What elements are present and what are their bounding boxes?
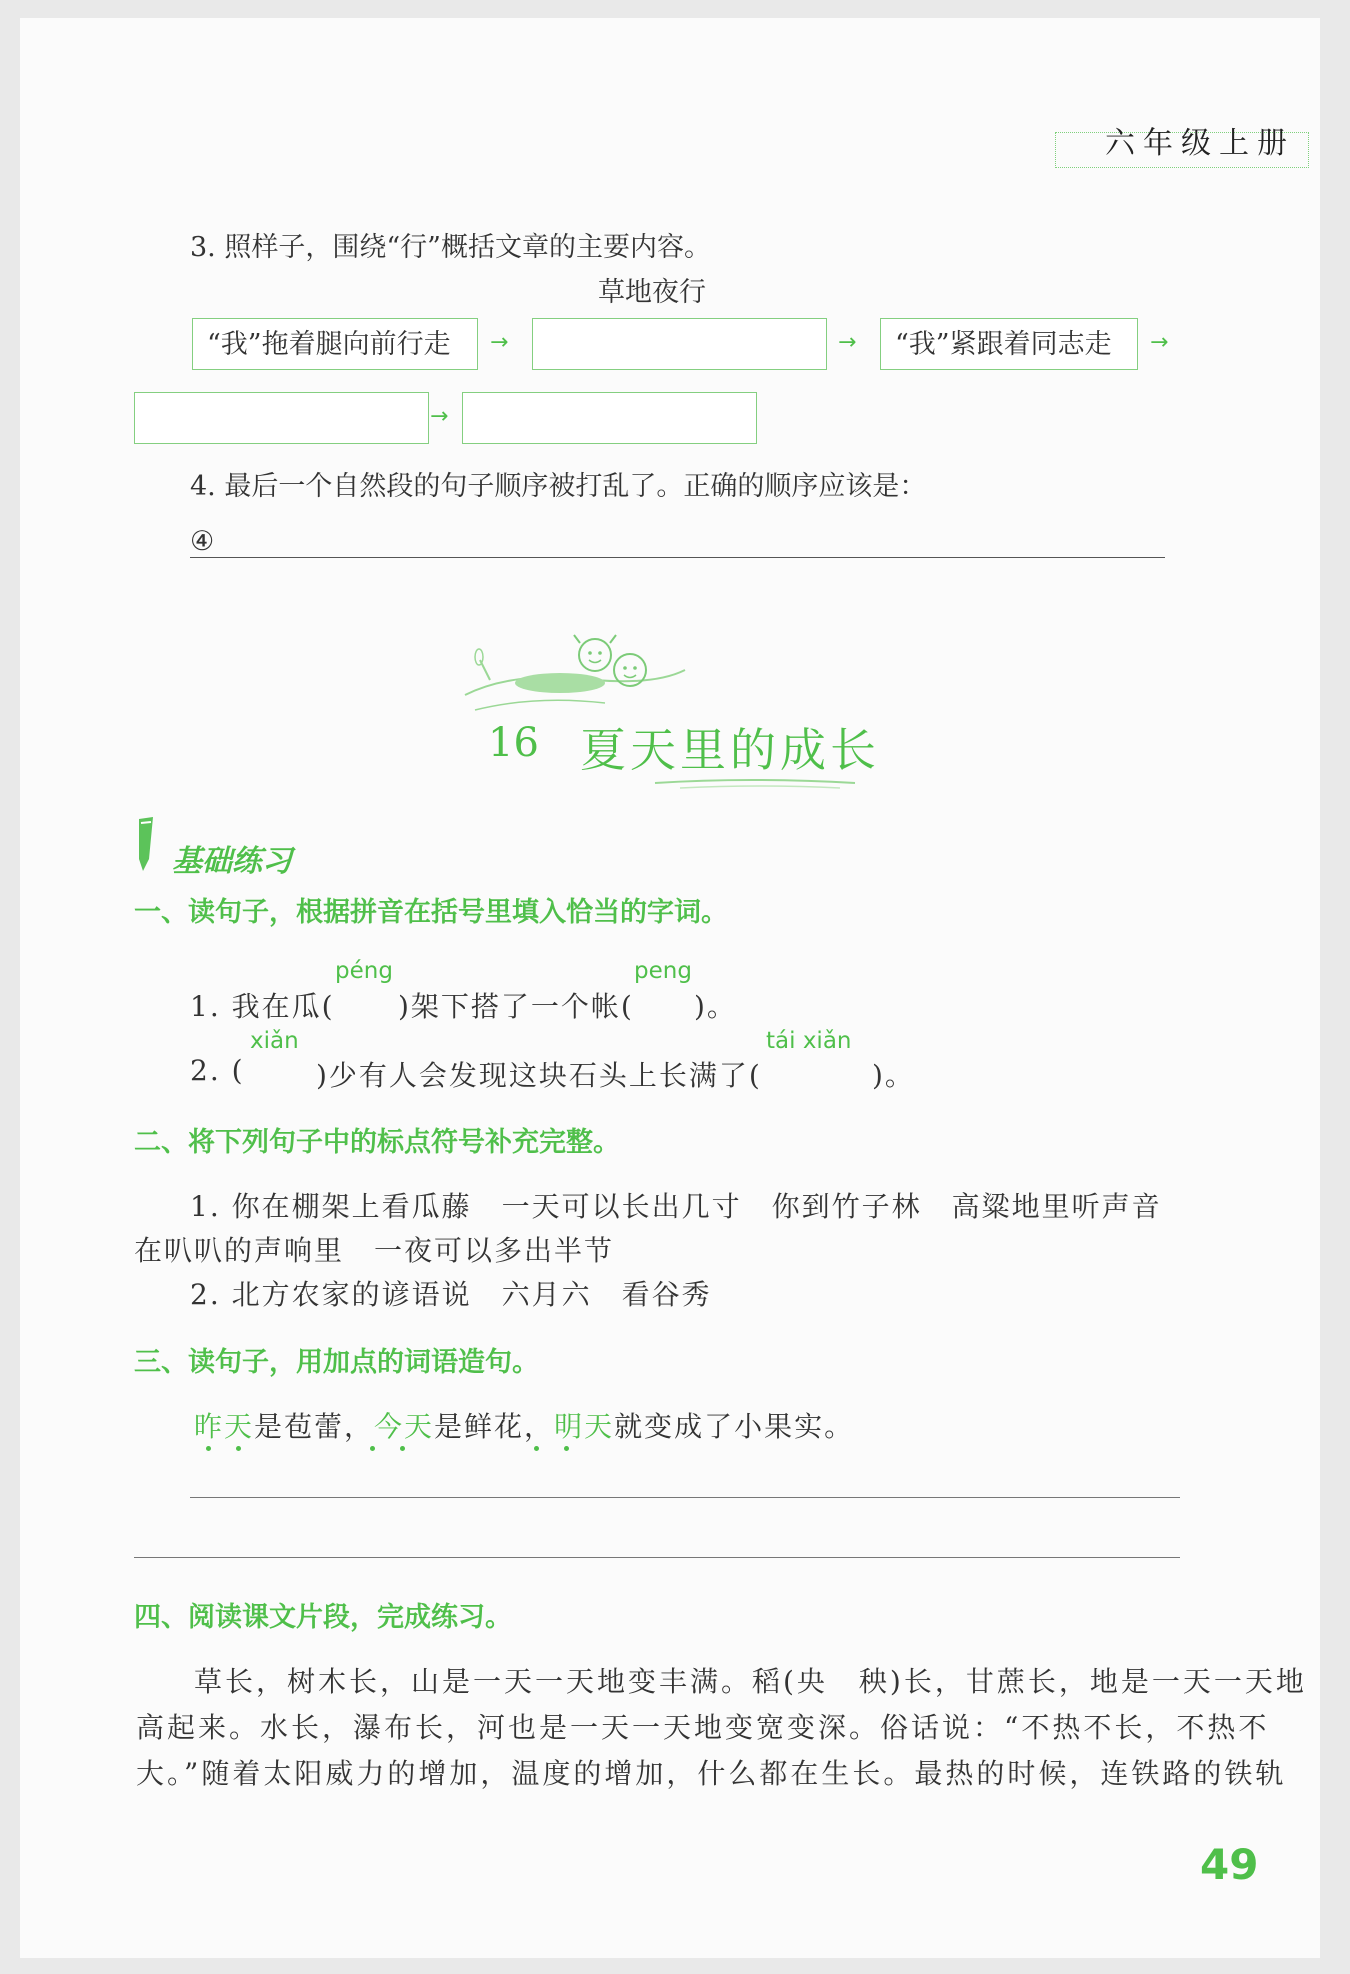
pinyin-peng-2: peng [634, 958, 692, 984]
flow-arrow-1: → [490, 330, 509, 355]
s3-answer-line-1[interactable] [190, 1497, 1180, 1498]
s1-item2-part-a: 2. ( [190, 1054, 245, 1087]
chapter-number: 16 [488, 720, 539, 766]
passage-line-1: 草长，树木长，山是一天一天地变丰满。稻(央 秧)长，甘蔗长，地是一天一天地 [194, 1665, 1307, 1698]
q4-prompt: 4. 最后一个自然段的句子顺序被打乱了。正确的顺序应该是： [190, 471, 927, 502]
emphasis-dot [564, 1446, 569, 1451]
q3-center-title: 草地夜行 [598, 277, 706, 308]
s1-item1-part-a: 1. 我在瓜( [190, 990, 335, 1023]
passage-line-2: 高起来。水长，瀑布长，河也是一天一天地变宽变深。俗话说：“不热不长，不热不 [136, 1711, 1270, 1744]
emphasis-dot [206, 1446, 211, 1451]
s1-item1-blank-1[interactable] [335, 992, 397, 1022]
q4-answer-prefix: ④ [190, 526, 215, 557]
flow-box-3: “我”紧跟着同志走 [880, 318, 1138, 370]
flow-arrow-2: → [838, 330, 857, 355]
q4-answer-line[interactable] [190, 557, 1165, 558]
flow-box-5-blank[interactable] [462, 392, 757, 444]
section1-heading: 一、读句子，根据拼音在括号里填入恰当的字词。 [134, 897, 728, 928]
emphasis-dot [534, 1446, 539, 1451]
pinyin-tai-xian: tái xiǎn [766, 1028, 852, 1054]
grade-label: 六年级上册 [1105, 126, 1295, 161]
children-illustration [455, 625, 695, 720]
s1-item1-part-b: )架下搭了一个帐( [398, 990, 634, 1023]
flow-arrow-3: → [1150, 330, 1169, 355]
s1-item1-blank-2[interactable] [630, 992, 692, 1022]
flow-arrow-4: → [430, 404, 449, 429]
chapter-title-underline [650, 775, 860, 791]
s1-item1-part-c: )。 [694, 990, 737, 1023]
emphasis-dot [400, 1446, 405, 1451]
pencil-icon [133, 815, 159, 875]
s3-text-1: 是苞蕾， [254, 1410, 375, 1443]
s3-answer-line-2[interactable] [134, 1557, 1180, 1558]
flow-box-4-blank[interactable] [134, 392, 429, 444]
emphasis-dot [370, 1446, 375, 1451]
s2-line-1: 1. 你在棚架上看瓜藤 一天可以长出几寸 你到竹子林 高粱地里听声音 [190, 1190, 1162, 1223]
s3-text-2: 是鲜花， [434, 1410, 555, 1443]
s2-line-2: 在叭叭的声响里 一夜可以多出半节 [134, 1234, 615, 1267]
s3-word-today: 今天 [374, 1410, 435, 1443]
passage-line-3: 大。”随着太阳威力的增加，温度的增加，什么都在生长。最热的时候，连铁路的铁轨 [136, 1757, 1287, 1790]
section2-heading: 二、将下列句子中的标点符号补充完整。 [134, 1127, 620, 1158]
flow-box-1: “我”拖着腿向前行走 [192, 318, 478, 370]
pinyin-peng-1: péng [335, 958, 393, 984]
basic-practice-label: 基础练习 [172, 844, 292, 879]
s3-word-tomorrow: 明天 [554, 1410, 615, 1443]
flow-box-2-blank[interactable] [532, 318, 827, 370]
s3-text-3: 就变成了小果实。 [614, 1410, 855, 1443]
s3-sentence [194, 1405, 854, 1445]
pinyin-xian: xiǎn [250, 1028, 299, 1054]
s1-item2-blank-1[interactable] [245, 1060, 315, 1090]
s2-line-3: 2. 北方农家的谚语说 六月六 看谷秀 [190, 1278, 712, 1311]
chapter-title: 夏天里的成长 [580, 723, 880, 777]
s1-item2-part-c: )。 [872, 1059, 915, 1092]
section4-heading: 四、阅读课文片段，完成练习。 [134, 1602, 512, 1633]
s1-item2-part-b: )少有人会发现这块石头上长满了( [316, 1059, 762, 1092]
q3-prompt: 3. 照样子，围绕“行”概括文章的主要内容。 [190, 232, 711, 263]
s3-word-yesterday: 昨天 [194, 1410, 255, 1443]
page-number: 49 [1200, 1840, 1259, 1889]
section3-heading: 三、读句子，用加点的词语造句。 [134, 1347, 539, 1378]
s1-item2-blank-2[interactable] [760, 1060, 870, 1090]
emphasis-dot [236, 1446, 241, 1451]
